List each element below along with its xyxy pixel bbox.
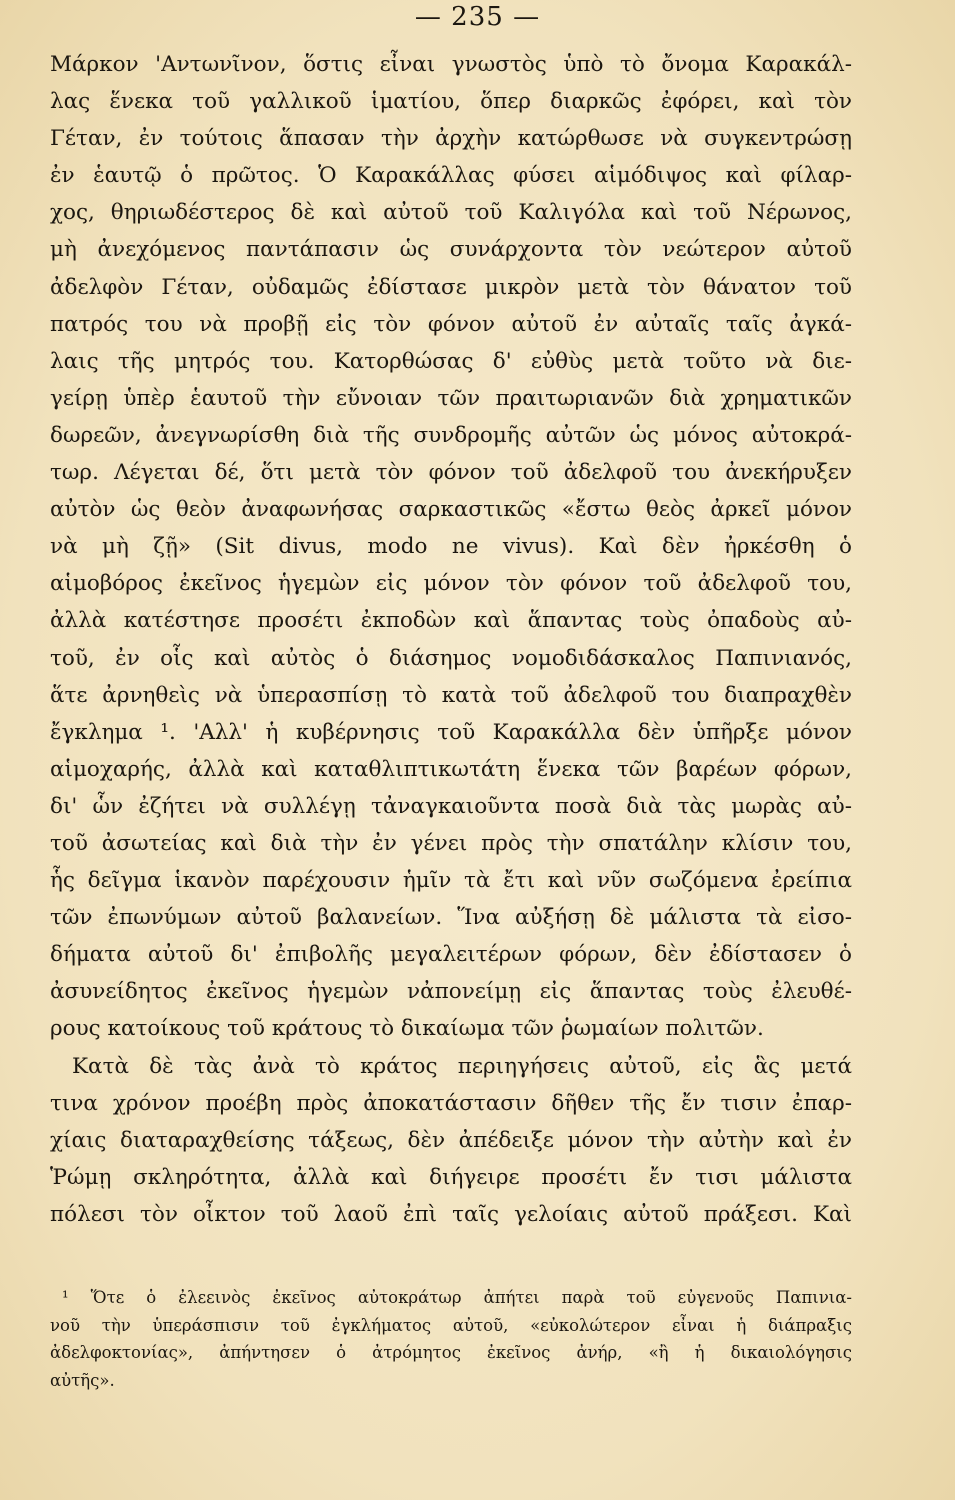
text-line: Γέταν, ἐν τούτοις ἅπασαν τὴν ἀρχὴν κατώρθωσε νὰ συγκεντρώσῃ [50, 126, 852, 152]
text-line: μὴ ἀνεχόμενος παντάπασιν ὡς συνάρχοντα τὸν νεώτερον αὐτοῦ [50, 237, 852, 263]
text-line: δωρεῶν, ἀνεγνωρίσθη διὰ τῆς συνδρομῆς αὐτῶν ὡς μόνος αὐτοκρά- [50, 422, 852, 448]
text-line: νὰ μὴ ζῇ» (Sit divus, modo ne vivus). Καὶ δὲν ἠρκέσθη ὁ [50, 534, 852, 560]
text-line: δι' ὧν ἐζήτει νὰ συλλέγῃ τἀναγκαιοῦντα ποσὰ διὰ τὰς μωρὰς αὐ- [50, 793, 852, 819]
text-line: τινα χρόνον προέβη πρὸς ἀποκατάστασιν δῆθεν τῆς ἔν τισιν ἐπαρ- [50, 1090, 852, 1116]
text-line: ρους κατοίκους τοῦ κράτους τὸ δικαίωμα τῶν ῥωμαίων πολιτῶν. [50, 1016, 764, 1042]
text-line: Μάρκον 'Αντωνῖνον, ὅστις εἶναι γνωστὸς ὑπὸ τὸ ὄνομα Καρακάλ- [50, 52, 852, 77]
text-line: ἀσυνείδητος ἐκεῖνος ἡγεμὼν νἀπονείμῃ εἰς ἅπαντας τοὺς ἐλευθέ- [50, 979, 852, 1005]
text-line: γείρῃ ὑπὲρ ἑαυτοῦ τὴν εὔνοιαν τῶν πραιτωριανῶν διὰ χρηματικῶν [50, 385, 852, 411]
text-line: Ῥώμῃ σκληρότητα, ἀλλὰ καὶ διήγειρε προσέτι ἔν τισι μάλιστα [50, 1164, 852, 1190]
footnote-line: αὐτῆς». [50, 1370, 115, 1390]
text-line: αἱμοβόρος ἐκεῖνος ἡγεμὼν εἰς μόνον τὸν φόνον τοῦ ἀδελφοῦ του, [50, 571, 852, 597]
text-line: τοῦ, ἐν οἷς καὶ αὐτὸς ὁ διάσημος νομοδιδάσκαλος Παπινιανός, [50, 645, 852, 671]
text-line: χος, θηριωδέστερος δὲ καὶ αὐτοῦ τοῦ Καλιγόλα καὶ τοῦ Νέρωνος, [50, 200, 852, 226]
text-line: ἔγκλημα ¹. 'Αλλ' ἡ κυβέρνησις τοῦ Καρακάλλα δὲν ὑπῆρξε μόνον [50, 719, 852, 745]
text-line: αἱμοχαρής, ἀλλὰ καὶ καταθλιπτικωτάτη ἕνεκα τῶν βαρέων φόρων, [50, 756, 852, 782]
text-line: Κατὰ δὲ τὰς ἀνὰ τὸ κράτος περιηγήσεις αὐτοῦ, εἰς ἃς μετά [72, 1053, 852, 1079]
text-line: πόλεσι τὸν οἶκτον τοῦ λαοῦ ἐπὶ ταῖς γελοίαις αὐτοῦ πράξεσι. Καὶ [50, 1201, 852, 1227]
text-line: τοῦ ἀσωτείας καὶ διὰ τὴν ἐν γένει πρὸς τὴν σπατάλην κλίσιν του, [50, 830, 852, 856]
page-number: — 235 — [414, 2, 541, 32]
footnote-line: νοῦ τὴν ὑπεράσπισιν τοῦ ἐγκλήματος αὐτοῦ, «εὐκολώτερον εἶναι ἡ διάπραξις [50, 1315, 852, 1335]
text-line: λαις τῆς μητρός του. Κατορθώσας δ' εὐθὺς μετὰ τοῦτο νὰ διε- [50, 348, 852, 374]
text-line: ἅτε ἀρνηθεὶς νὰ ὑπερασπίσῃ τὸ κατὰ τοῦ ἀδελφοῦ του διαπραχθὲν [50, 682, 852, 708]
text-line: τωρ. Λέγεται δέ, ὅτι μετὰ τὸν φόνον τοῦ ἀδελφοῦ του ἀνεκήρυξεν [50, 460, 852, 486]
text-line: ἧς δεῖγμα ἱκανὸν παρέχουσιν ἡμῖν τὰ ἔτι καὶ νῦν σωζόμενα ἐρείπια [50, 868, 852, 894]
footnote-line: ¹ Ὅτε ὁ ἐλεεινὸς ἐκεῖνος αὐτοκράτωρ ἀπήτει παρὰ τοῦ εὐγενοῦς Παπινια- [62, 1288, 852, 1307]
text-line: ἐν ἑαυτῷ ὁ πρῶτος. Ὁ Καρακάλλας φύσει αἱμόδιψος καὶ φίλαρ- [50, 163, 852, 189]
text-line: λας ἕνεκα τοῦ γαλλικοῦ ἱματίου, ὅπερ διαρκῶς ἐφόρει, καὶ τὸν [50, 89, 852, 115]
text-line: ἀδελφὸν Γέταν, οὐδαμῶς ἐδίστασε μικρὸν μετὰ τὸν θάνατον τοῦ [50, 274, 852, 300]
text-line: πατρός του νὰ προβῇ εἰς τὸν φόνον αὐτοῦ ἐν αὐταῖς ταῖς ἀγκά- [50, 311, 852, 337]
footnote-line: ἀδελφοκτονίας», ἀπήντησεν ὁ ἀτρόμητος ἐκεῖνος ἀνήρ, «ἢ ἡ δικαιολόγησις [50, 1343, 852, 1362]
footnotes [50, 1284, 852, 1394]
text-line: δήματα αὐτοῦ δι' ἐπιβολῆς μεγαλειτέρων φόρων, δὲν ἐδίστασεν ὁ [50, 942, 852, 968]
text-line: αὐτὸν ὡς θεὸν ἀναφωνήσας σαρκαστικῶς «ἔστω θεὸς ἀρκεῖ μόνον [50, 497, 852, 523]
text-line: τῶν ἐπωνύμων αὐτοῦ βαλανείων. Ἵνα αὐξήσῃ δὲ μάλιστα τὰ εἰσο- [50, 905, 852, 931]
body-text [50, 46, 852, 1233]
text-line: χίαις διαταραχθείσης τάξεως, δὲν ἀπέδειξε μόνον τὴν αὐτὴν καὶ ἐν [50, 1127, 852, 1153]
text-line: ἀλλὰ κατέστησε προσέτι ἐκποδὼν καὶ ἅπαντας τοὺς ὀπαδοὺς αὐ- [50, 608, 852, 634]
